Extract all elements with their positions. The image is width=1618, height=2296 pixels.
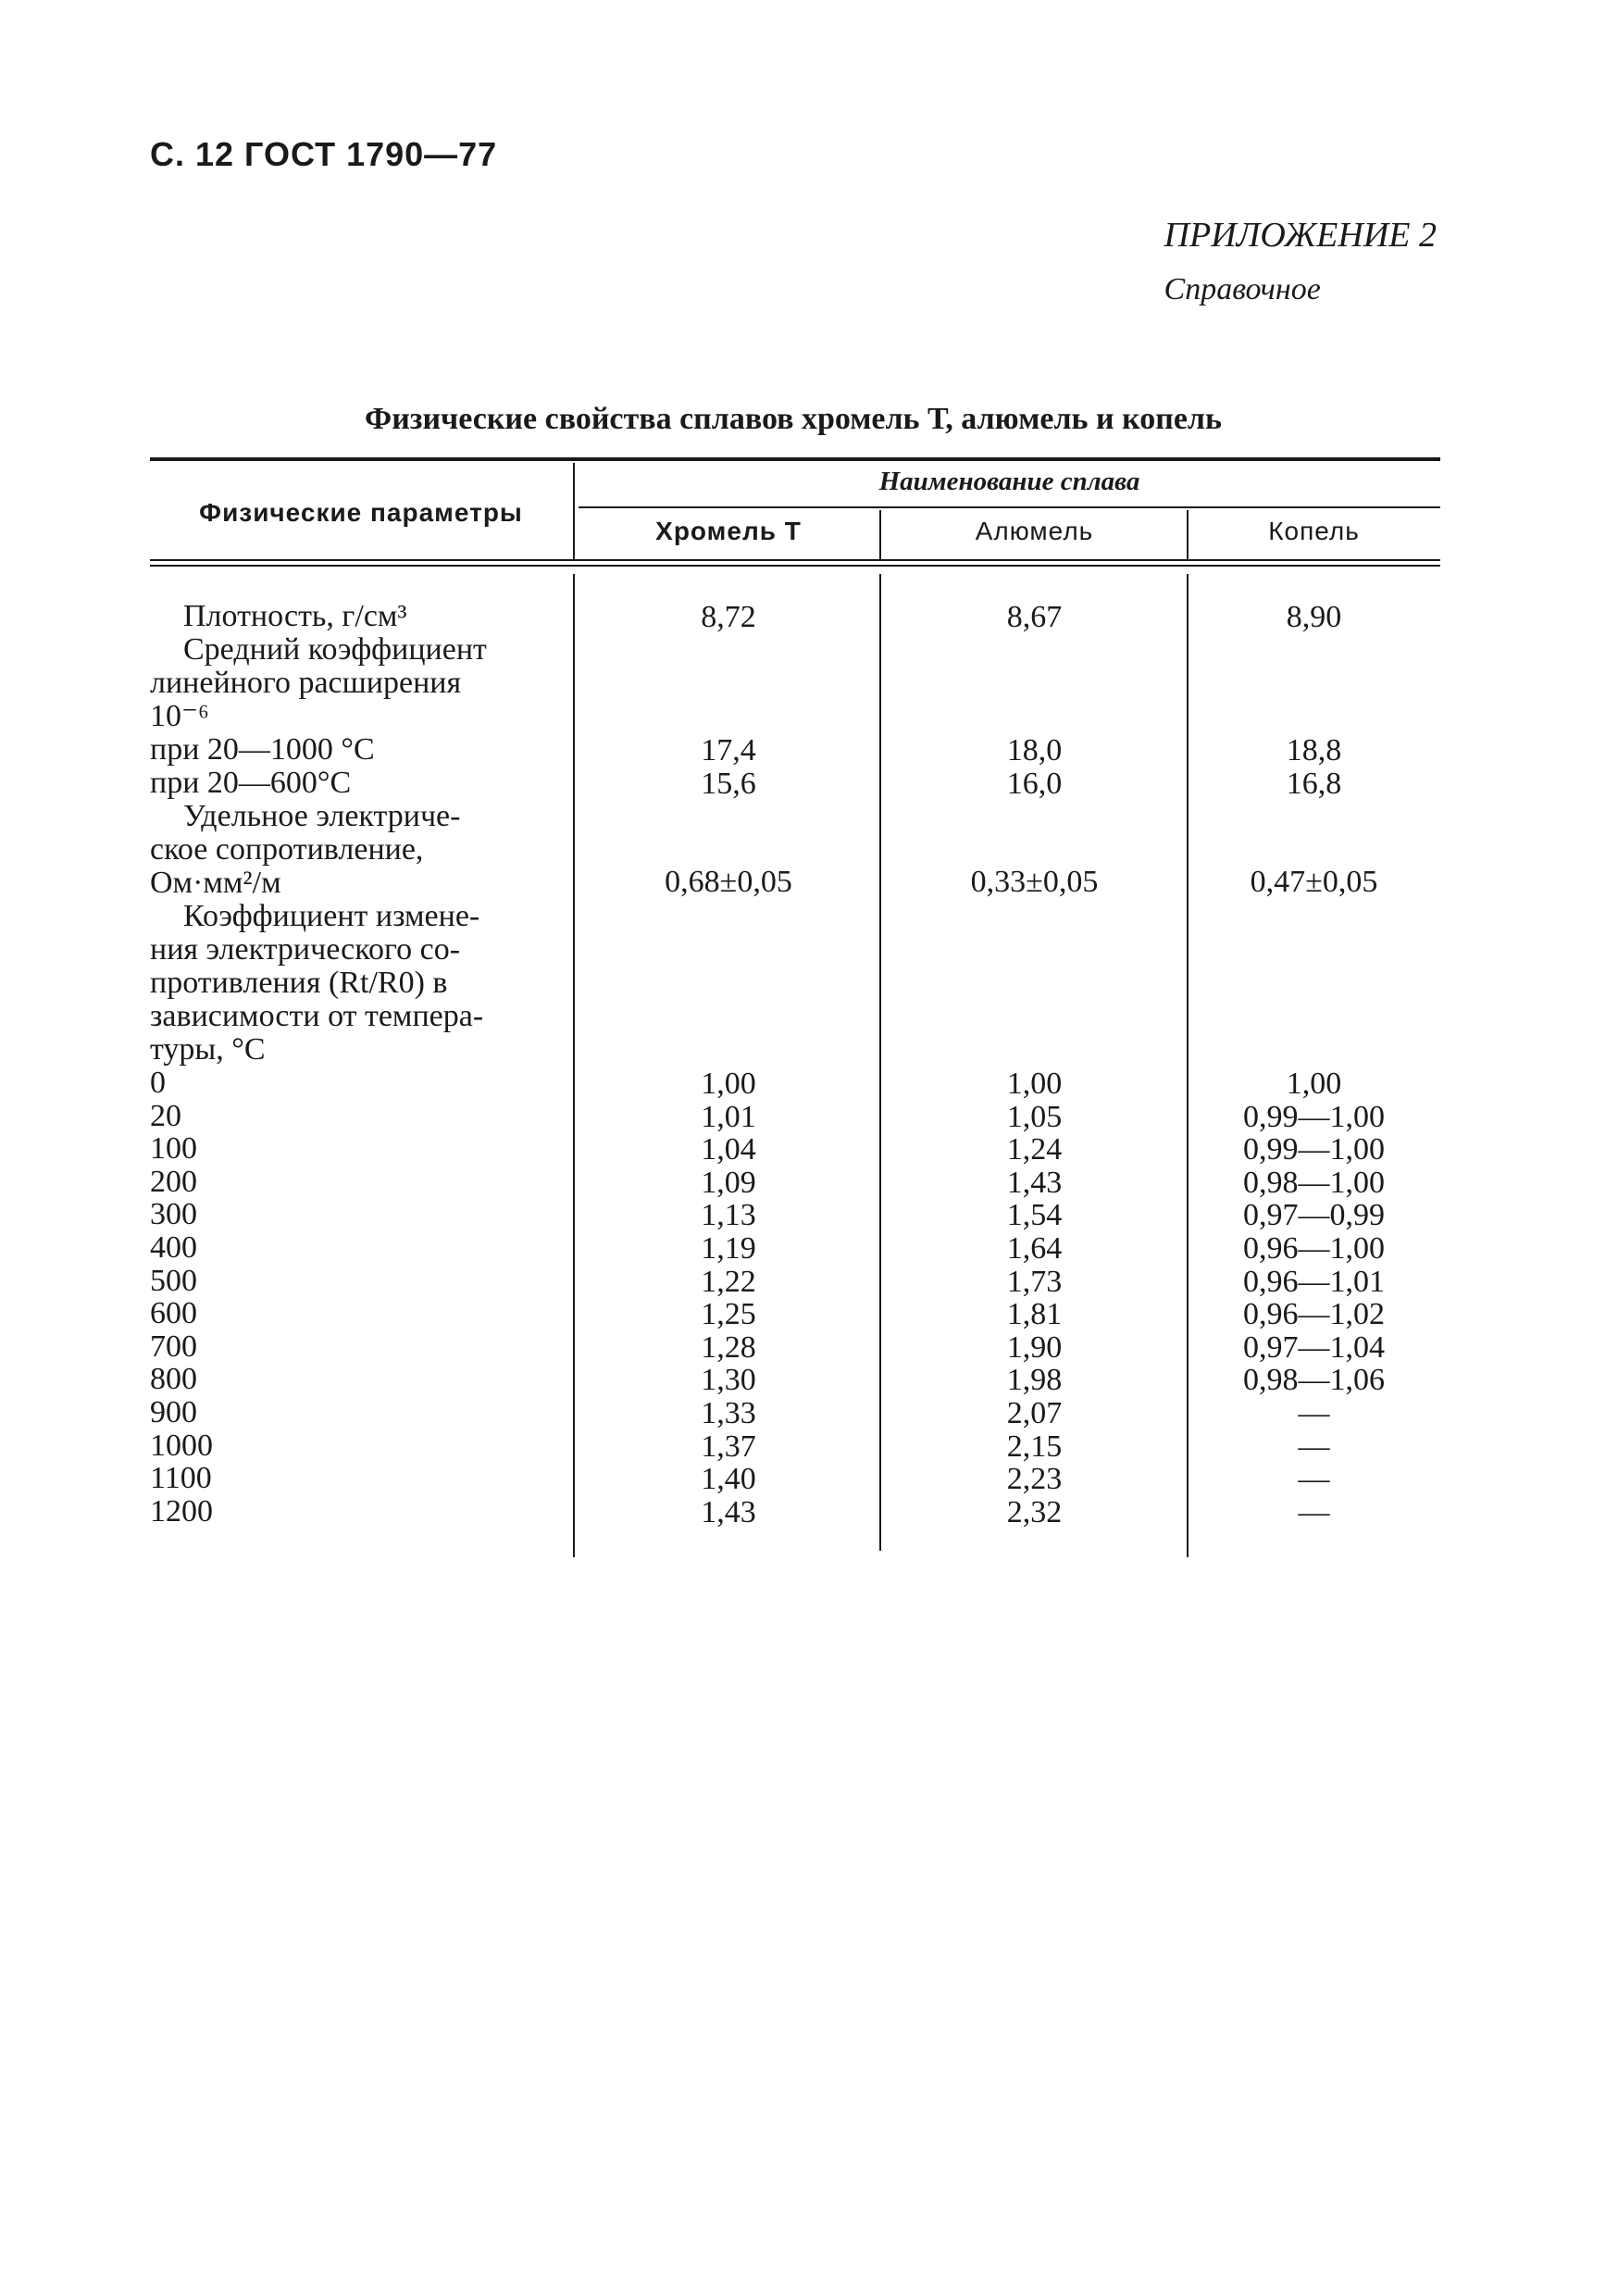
table-top-rule: [150, 457, 1440, 461]
param-expansion: [183, 633, 548, 667]
param-column-divider: [573, 463, 575, 559]
cell-coef-copel: —: [1298, 1429, 1330, 1464]
temperature-label: 800: [150, 1362, 197, 1396]
temperature-label: 1200: [150, 1494, 213, 1529]
param-resistivity-3: Ом·мм²/м: [150, 866, 281, 900]
cell-coef-alumel: 1,43: [1006, 1166, 1063, 1200]
temperature-label: 1100: [150, 1461, 212, 1495]
cell-coef-chromel: 1,04: [701, 1132, 756, 1167]
cell-coef-alumel: 1,73: [1006, 1265, 1063, 1299]
cell-coef-alumel: 1,54: [1006, 1198, 1063, 1232]
cell-coef-alumel: 1,05: [1006, 1100, 1063, 1134]
cell-coef-copel: 0,99—1,00: [1243, 1100, 1385, 1134]
param-coef-5: туры, °С: [150, 1032, 266, 1067]
cell-range1000-copel: 18,8: [1286, 733, 1342, 767]
cell-coef-chromel: 1,40: [701, 1462, 756, 1496]
column-header-copel: Копель: [1268, 517, 1360, 545]
cell-coef-alumel: 1,24: [1006, 1132, 1063, 1167]
cell-coef-chromel: 1,22: [701, 1265, 756, 1299]
chromel-column-divider-body: [879, 574, 881, 1551]
page-header: С. 12 ГОСТ 1790—77: [150, 135, 498, 173]
temperature-label: 0: [150, 1066, 166, 1100]
param-density: Плотность, г/см³: [183, 599, 407, 633]
param-expansion-2: линейного расширения: [150, 666, 462, 700]
cell-coef-copel: 0,98—1,00: [1243, 1166, 1385, 1200]
cell-range600-alumel: 16,0: [1006, 767, 1063, 801]
cell-coef-copel: 0,99—1,00: [1243, 1132, 1385, 1167]
cell-coef-copel: 0,98—1,06: [1243, 1363, 1385, 1397]
header-bottom-rule-2: [150, 565, 1440, 567]
cell-range600-copel: 16,8: [1286, 767, 1342, 801]
param-expansion-line: Средний коэффициент: [183, 632, 487, 667]
cell-coef-chromel: 1,19: [701, 1231, 756, 1266]
cell-coef-copel: —: [1298, 1396, 1330, 1430]
param-expansion-3: 10⁻⁶: [150, 699, 209, 733]
cell-coef-alumel: 2,23: [1006, 1462, 1063, 1496]
temperature-label: 400: [150, 1230, 197, 1265]
cell-coef-chromel: 1,25: [701, 1297, 756, 1331]
temperature-label: 700: [150, 1329, 197, 1364]
cell-coef-copel: —: [1298, 1462, 1330, 1496]
temperature-label: 200: [150, 1165, 197, 1199]
cell-coef-chromel: 1,13: [701, 1198, 756, 1232]
document-title: Физические свойства сплавов хромель Т, алюмель и копель: [365, 402, 1222, 436]
cell-coef-alumel: 1,81: [1006, 1297, 1063, 1331]
cell-coef-chromel: 1,09: [701, 1166, 756, 1200]
cell-density-alumel: 8,67: [1006, 600, 1063, 634]
column-header-alumel: Алюмель: [975, 517, 1094, 545]
cell-coef-chromel: 1,33: [701, 1396, 756, 1430]
param-range-1000: при 20—1000 °С: [150, 732, 375, 767]
cell-coef-alumel: 1,90: [1006, 1330, 1063, 1365]
cell-coef-alumel: 2,15: [1006, 1429, 1063, 1464]
cell-range600-chromel: 15,6: [701, 767, 756, 801]
param-coef-1: Коэффициент измене-: [183, 899, 480, 933]
column-header-chromel: Хромель Т: [655, 517, 802, 545]
cell-coef-alumel: 2,32: [1006, 1495, 1063, 1529]
cell-range1000-alumel: 18,0: [1006, 733, 1063, 767]
param-coef-4: зависимости от темпера-: [150, 999, 484, 1033]
temperature-label: 600: [150, 1296, 197, 1330]
group-header: Наименование сплава: [878, 467, 1140, 496]
cell-density-chromel: 8,72: [701, 600, 756, 634]
cell-coef-copel: —: [1298, 1495, 1330, 1529]
cell-coef-alumel: 1,98: [1006, 1363, 1063, 1397]
temperature-label: 900: [150, 1395, 197, 1429]
cell-resistivity-chromel: 0,68±0,05: [665, 865, 792, 899]
cell-coef-chromel: 1,01: [701, 1100, 756, 1134]
alumel-column-divider-body: [1187, 574, 1189, 1557]
appendix-reference: Справочное: [1164, 272, 1321, 306]
cell-coef-copel: 0,97—0,99: [1243, 1198, 1385, 1232]
temperature-label: 20: [150, 1099, 181, 1133]
param-resistivity-1: Удельное электриче-: [183, 799, 461, 833]
cell-coef-copel: 0,96—1,02: [1243, 1297, 1385, 1331]
cell-coef-alumel: 1,00: [1006, 1067, 1063, 1101]
cell-resistivity-copel: 0,47±0,05: [1250, 865, 1378, 899]
appendix-block: [1164, 215, 1437, 306]
param-resistivity-2: ское сопротивление,: [150, 832, 424, 867]
temperature-label: 1000: [150, 1429, 213, 1463]
cell-coef-chromel: 1,43: [701, 1495, 756, 1529]
param-range-600: при 20—600°С: [150, 766, 352, 800]
param-coef-3: противления (Rt/R0) в: [150, 966, 448, 1000]
param-coef-2: ния электрического со-: [150, 932, 461, 967]
cell-coef-copel: 0,96—1,01: [1243, 1265, 1385, 1299]
param-header: Физические параметры: [199, 498, 523, 527]
alumel-column-divider: [1187, 510, 1189, 559]
cell-coef-chromel: 1,30: [701, 1363, 756, 1397]
cell-coef-alumel: 1,64: [1006, 1231, 1063, 1266]
cell-coef-copel: 0,97—1,04: [1243, 1330, 1385, 1365]
header-bottom-rule: [150, 559, 1440, 561]
temperature-label: 500: [150, 1264, 197, 1298]
cell-coef-chromel: 1,00: [701, 1067, 756, 1101]
cell-range1000-chromel: 17,4: [701, 733, 756, 767]
chromel-column-divider: [879, 510, 881, 559]
cell-coef-chromel: 1,37: [701, 1429, 756, 1464]
appendix-label: ПРИЛОЖЕНИЕ 2: [1164, 216, 1437, 255]
temperature-label: 300: [150, 1197, 197, 1231]
cell-density-copel: 8,90: [1286, 600, 1342, 634]
group-header-rule: [579, 506, 1440, 508]
cell-coef-alumel: 2,07: [1006, 1396, 1063, 1430]
cell-resistivity-alumel: 0,33±0,05: [970, 865, 1099, 899]
cell-coef-copel: 1,00: [1286, 1067, 1342, 1101]
cell-coef-copel: 0,96—1,00: [1243, 1231, 1385, 1266]
cell-coef-chromel: 1,28: [701, 1330, 756, 1365]
temperature-label: 100: [150, 1131, 197, 1166]
